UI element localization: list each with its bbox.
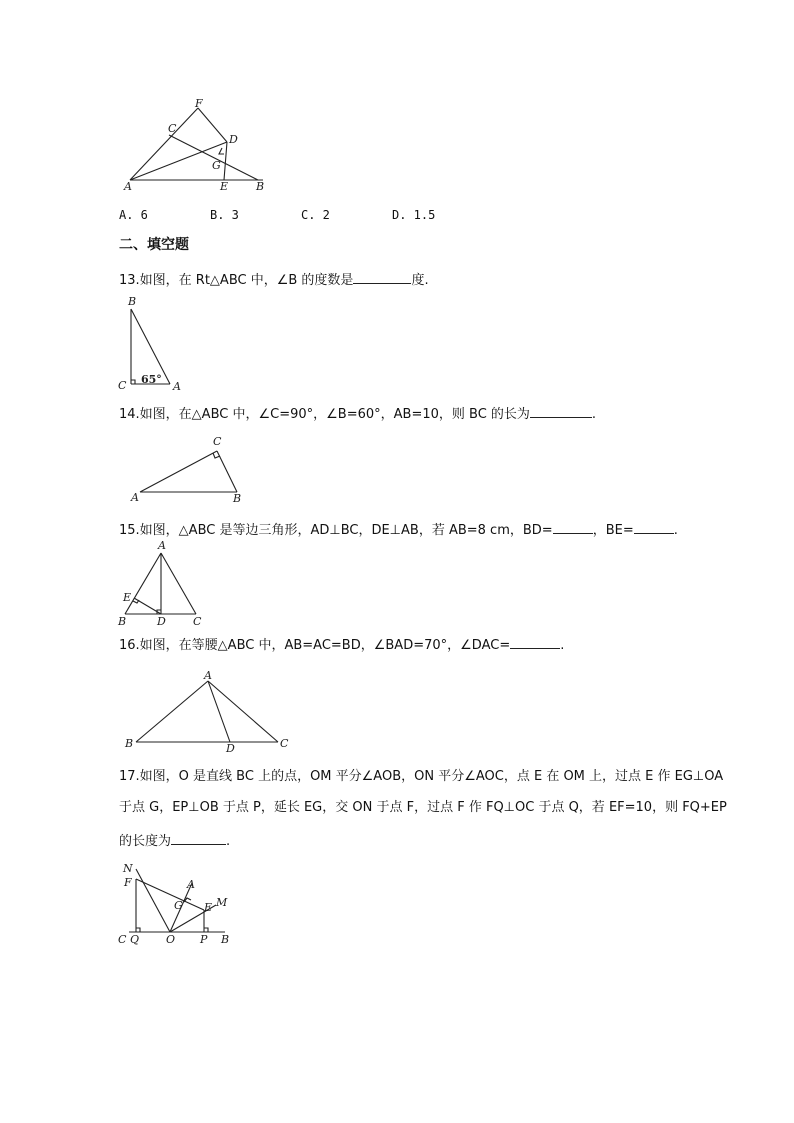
q17-text-before: 的长度为 [119, 834, 172, 849]
q14-answer-blank[interactable] [530, 403, 592, 418]
q17-answer-blank[interactable] [171, 830, 226, 845]
q16-text-after: . [560, 638, 565, 653]
q17-label-c: C [118, 933, 127, 946]
q12-label-f: F [195, 97, 203, 110]
q17-line-2: 于点 G，EP⊥OB 于点 P，延长 EG，交 ON 于点 F，过点 F 作 FQ⊥OC 于点 Q，若 EF=10，则 FQ+EP [119, 800, 727, 815]
q17-line-3 [119, 830, 230, 851]
q14-label-b: B [233, 492, 242, 505]
q13-angle-label: 65° [141, 373, 162, 386]
q17-label-m: M [216, 896, 228, 909]
q17-label-p: P [200, 933, 208, 946]
q16-answer-blank[interactable] [510, 634, 560, 649]
q13-text-before: 13.如图，在 Rt△ABC 中，∠B 的度数是 [119, 273, 354, 288]
q15-be-blank[interactable] [634, 519, 674, 534]
q12-option-b: B. 3 [210, 208, 239, 222]
q16-figure [120, 668, 295, 756]
q12-option-c: C. 2 [301, 208, 330, 222]
q13-label-c: C [118, 379, 127, 392]
q17-label-e: E [204, 901, 213, 914]
q17-label-f: F [124, 876, 132, 889]
q15-label-a: A [158, 539, 166, 552]
q15-text-mid: ，BE= [592, 523, 634, 538]
q17-label-o: O [166, 933, 176, 946]
q13-answer-blank[interactable] [353, 269, 411, 284]
q15-label-b: B [118, 615, 127, 628]
q16-label-d: D [226, 742, 235, 755]
q16-text-before: 16.如图，在等腰△ABC 中，AB=AC=BD，∠BAD=70°，∠DAC= [119, 638, 511, 653]
q14-label-c: C [213, 435, 222, 448]
q15-label-e: E [123, 591, 132, 604]
q16-label-c: C [280, 737, 289, 750]
q17-label-n: N [123, 862, 133, 875]
q17-label-g: G [174, 899, 183, 912]
q13-label-b: B [128, 295, 137, 308]
q14-label-a: A [131, 491, 139, 504]
q13-text-after: 度. [411, 273, 429, 288]
q13-question [119, 269, 429, 290]
q12-option-a: A. 6 [119, 208, 148, 222]
q15-text-after: . [673, 523, 678, 538]
q12-label-b: B [256, 180, 265, 193]
q15-bd-blank[interactable] [553, 519, 593, 534]
q15-label-d: D [157, 615, 166, 628]
q12-label-c: C [168, 122, 177, 135]
q14-text-before: 14.如图，在△ABC 中，∠C=90°，∠B=60°，AB=10，则 BC 的长为 [119, 407, 530, 422]
q13-figure [112, 294, 192, 394]
q17-text-after: . [226, 834, 231, 849]
q17-line-1: 17.如图，O 是直线 BC 上的点，OM 平分∠AOB，ON 平分∠AOC，点 E 在 OM 上，过点 E 作 EG⊥OA [119, 769, 724, 784]
q17-label-b: B [221, 933, 230, 946]
q16-label-b: B [125, 737, 134, 750]
q15-question [119, 519, 678, 540]
q12-label-e: E [220, 180, 229, 193]
q16-label-a: A [204, 669, 212, 682]
q12-label-d: D [229, 133, 238, 146]
q13-label-a: A [173, 380, 181, 393]
q17-figure [112, 860, 242, 952]
q14-question [119, 403, 596, 424]
q12-label-g: G [212, 159, 221, 172]
q15-label-c: C [193, 615, 202, 628]
q12-option-d: D. 1.5 [392, 208, 436, 222]
q12-label-a: A [124, 180, 132, 193]
q16-question [119, 634, 564, 655]
q12-figure [110, 96, 280, 196]
q14-figure [126, 430, 251, 505]
q15-text-before: 15.如图，△ABC 是等边三角形，AD⊥BC，DE⊥AB，若 AB=8 cm，BD= [119, 523, 553, 538]
q15-figure [112, 538, 212, 628]
q17-label-q: Q [130, 933, 140, 946]
q17-label-a: A [187, 878, 195, 891]
section-title: 二、填空题 [119, 237, 189, 253]
q14-text-after: . [591, 407, 597, 422]
